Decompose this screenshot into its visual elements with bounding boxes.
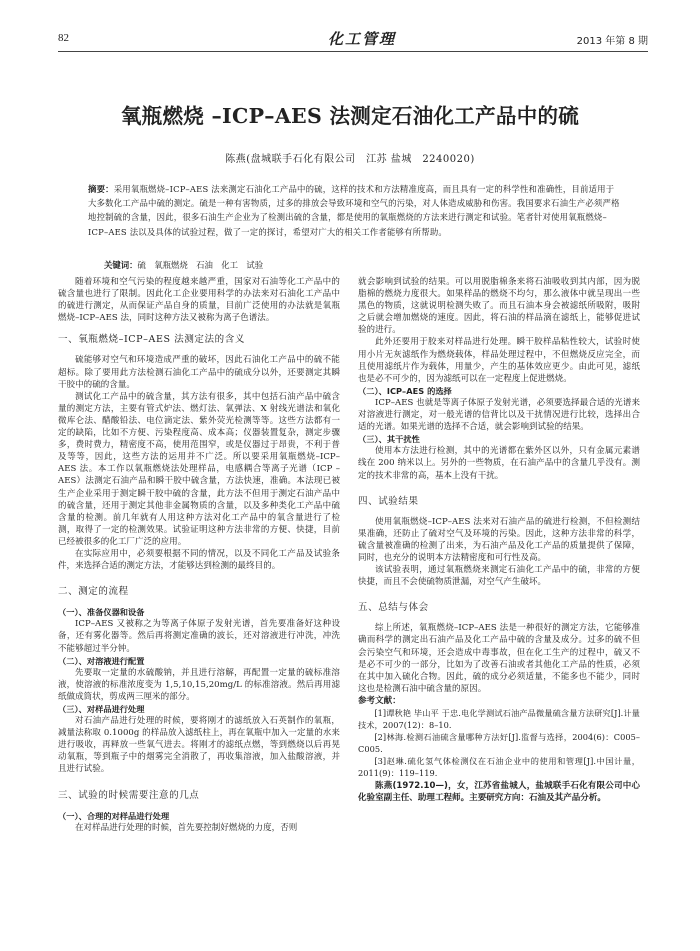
reference-item: [3]赵琳.硫化氢气体检测仪在石油企业中的使用和管理[J].中国计量，2011(9)：119–119. xyxy=(358,756,640,779)
abstract-text: 采用氧瓶燃烧–ICP–AES 法来测定石油化工产品中的硫，这样的技术和方法精准度高，而且具有一定的科学性和准确性，目前适用于大多数化工产品中硫的测定。硫是一种有害物质，过多的排放会导致环境和空气的污染，对人体造成威胁和伤害。我国要求石油生产必须严格地控制硫的含量，因此，很多石油生产企业为了检测出硫的含量，都是使用的氧瓶燃烧的方法来进行测定和试验。笔者针对使用氧瓶燃烧–ICP–AES 法以及具体的试验过程，做了一定的探讨，希望对广大的相关工作者能够有所帮助。 xyxy=(88,184,620,237)
keywords-label: 关键词： xyxy=(104,260,138,270)
paragraph: 该试验表明，通过氧瓶燃烧来测定石油化工产品中的硫，非常的方便快捷，而且不会使硫物质泄漏，对空气产生破坏。 xyxy=(358,565,640,588)
abstract xyxy=(88,182,620,239)
paragraph: 使用氧瓶燃烧–ICP–AES 法来对石油产品的硫进行检测，不但检测结果准确，还防止了硫对空气及环境的污染。因此，这种方法非常的科学，硫含量被准确的检测了出来，为石油产品及化工产品的质量提供了保障，同时，也充分的说明本方法精密度和可行性及高。 xyxy=(358,516,640,563)
right-column xyxy=(358,276,640,804)
paper-title: 氧瓶燃烧 –ICP–AES 法测定石油化工产品中的硫 xyxy=(120,104,580,128)
author-line: 陈燕(盘城联手石化有限公司 江苏 盐城 2240020) xyxy=(225,154,475,165)
paragraph: ICP–AES 也就是等离子体原子发射光谱，必须要选择最合适的光谱来对溶液进行测定，对一般光谱的信背比以及干扰情况进行比较，选择出合适的光谱。如果光谱的选择不合适，就会影响到试验的结果。 xyxy=(358,397,640,433)
abstract-label: 摘要： xyxy=(88,184,114,194)
subsection-heading: （二）、对溶液进行配置 xyxy=(58,655,145,666)
subsection-heading: （二）、ICP–AES 的选择 xyxy=(358,385,452,396)
section-heading-3: 三、试验的时候需要注意的几点 xyxy=(58,789,200,801)
paragraph: 在对样品进行处理的时候，首先要控制好燃烧的力度，否则 xyxy=(75,822,298,833)
subsection-heading: （三）、对样品进行处理 xyxy=(58,704,145,714)
reference-item: [1]谭秋艳 毕山平 于忠.电化学测试石油产品微量硫含量方法研究[J].计量技术，2007(12)：8–10. xyxy=(358,708,640,731)
subsection-heading: （一）、合理的对样品进行处理 xyxy=(58,810,170,821)
paragraph: 综上所述，氧瓶燃烧–ICP–AES 法是一种很好的测定方法，它能够准确而科学的测定出石油产品及化工产品中硫的含量及成分。过多的硫不但会污染空气和环境，还会造成中毒事故，但在化工生产的过程中，硫又不是必不可少的一部分，比如为了改善石油或者其他化工产品的性质，必须在其中加入硫化合物。因此，硫的成分必须适量，不能多也不能少，同时这也是检测石油中硫含量的原因。 xyxy=(358,623,640,694)
keywords xyxy=(104,259,620,271)
intro-paragraph: 随着环境和空气污染的程度越来越严重，国家对石油等化工产品中的硫含量也进行了限制。因此化工企业要用科学的办法来对石油化工产品中的硫进行测定，从而保证产品自身的质量，目前广泛使用的办法就是氧瓶燃烧–ICP–AES 法，同时这种方法又被称为离子色谱法。 xyxy=(58,277,340,324)
subsection-heading: （三）、其干扰性 xyxy=(358,434,420,445)
paragraph: 先要取一定量的水硫酸钠，并且进行溶解，再配置一定量的硫标准溶液，使溶液的标准浓度变为 1,5,10,15,20mg/L 的标准溶液。然后再用滤纸做成筒状，剪成两三厘米的部分。 xyxy=(58,667,340,702)
paragraph: 硫能够对空气和环境造成严重的破坏，因此石油化工产品中的硫不能超标。除了要用此方法检测石油化工产品中的硫成分以外，还要测定其瞬干胶中的硫的含量。 xyxy=(58,355,340,390)
paragraph: 就会影响到试验的结果。可以用脱脂棉条来将石油吸收到其内部，因为脱脂棉的燃烧力度很大。如果样品的燃烧不均匀，那么液体中就呈现出一些黑色的物质，这就说明检测失败了。而且石油本身会被滤纸所吸附，吸附之后就会增加燃烧的速度。因此，将石油的样品滴在滤纸上，能够促进试验的进行。 xyxy=(358,277,640,336)
reference-item: [2]林海.检测石油硫含量哪种方法好[J].监督与选择，2004(6)：C005–C005. xyxy=(358,732,640,755)
page-number: 82 xyxy=(58,32,69,44)
issue-label: 2013 年第 8 期 xyxy=(576,36,648,47)
running-header xyxy=(58,30,648,52)
section-heading-2: 二、测定的流程 xyxy=(58,586,129,598)
section-heading-4: 四、试验结果 xyxy=(358,495,419,507)
references-heading: 参考文献： xyxy=(358,695,401,706)
paragraph: 测试化工产品中的硫含量，其方法有很多，其中包括石油产品中硫含量的测定方法，主要有管式炉法、燃灯法、氧弹法、X 射线光谱法和氧化微库仑法、醋酸铅法、电位滴定法、紫外荧光检测等等。这些方法都有一定的缺陷，比如不方便、污染程度高、成本高；仪器装置复杂，测定步骤多，费时费力，精密度不高，使用范围窄，或是仪器过于昂贵，不利于普及等等，因此，这些方法的运用并不广泛。所以要采用氧瓶燃烧–ICP–AES 法。本工作以氧瓶燃烧法处理样品，电感耦合等离子光谱（ICP –AES）法测定石油产品和瞬干胶中硫含量，方法快速，准确。本法现已被生产企业采用于测定瞬干胶中硫的含量，此方法不但用于测定石油产品中的硫含量，还用于测定其他非金属物质的含量，以及多种类化工产品中硫含量的检测。前几年就有人用这种方法对化工产品中的氧含量进行了检测，取得了一定的检测效果。试验证明这种方法非常的方便、快捷，目前已经被很多的化工厂广泛的应用。 xyxy=(58,391,340,547)
author-bio: 陈燕(1972.10—)，女，江苏省盐城人，盐城联手石化有限公司中心化验室副主任、助理工程师。主要研究方向：石油及其产品分析。 xyxy=(358,780,640,803)
paragraph: ICP–AES 又被称之为等离子体原子发射光谱，首先要准备好这种设备，还有雾化器等。然后再将测定准确的波长，还对溶液进行冲洗，冲洗不能够超过半分钟。 xyxy=(58,619,340,654)
keywords-text: 硫 氧瓶燃烧 石油 化工 试验 xyxy=(137,260,264,270)
paragraph: 对石油产品进行处理的时候，要将刚才的滤纸放入石英制作的氧瓶，减量法称取 0.1000g 的样品放入滤纸柱上，再在氧瓶中加入一定量的水来进行吸收，再释放一些氧气进去。将刚才的滤纸点燃，等到燃烧以后再晃动氧瓶，等到瓶子中的烟雾完全消散了，再收集溶液，加入盐酸溶液，并且进行试验。 xyxy=(58,716,340,775)
section-heading-1: 一、氧瓶燃烧–ICP–AES 法测定法的含义 xyxy=(58,334,245,346)
paragraph: 使用本方法进行检测，其中的光谱都在紫外区以外，只有金属元素谱线在 200 纳米以上。另外的一些物质，在石油产品中的含量几乎没有。测定的技术非常的高，基本上没有干扰。 xyxy=(358,446,640,481)
section-heading-5: 五、总结与体会 xyxy=(358,602,429,614)
left-column xyxy=(58,276,340,834)
paragraph: 此外还要用于胶来对样品进行处理。瞬干胶样品粘性较大，试验时使用小片无灰滤纸作为燃烧载体，样品处理过程中，不但燃烧反应完全，而且使用滤纸片作为载体，用量少，产生的基体效应更少。由此可见，滤纸也是必不可少的，因为滤纸可以在一定程度上促进燃烧。 xyxy=(358,337,640,384)
journal-logo: 化工管理 xyxy=(328,30,397,48)
subsection-heading: （一）、准备仪器和设备 xyxy=(58,607,145,618)
paragraph: 在实际应用中，必须要根据不同的情况，以及不同化工产品及试验条件，来选择合适的测定方法，才能够达到检测的最终目的。 xyxy=(58,548,340,572)
